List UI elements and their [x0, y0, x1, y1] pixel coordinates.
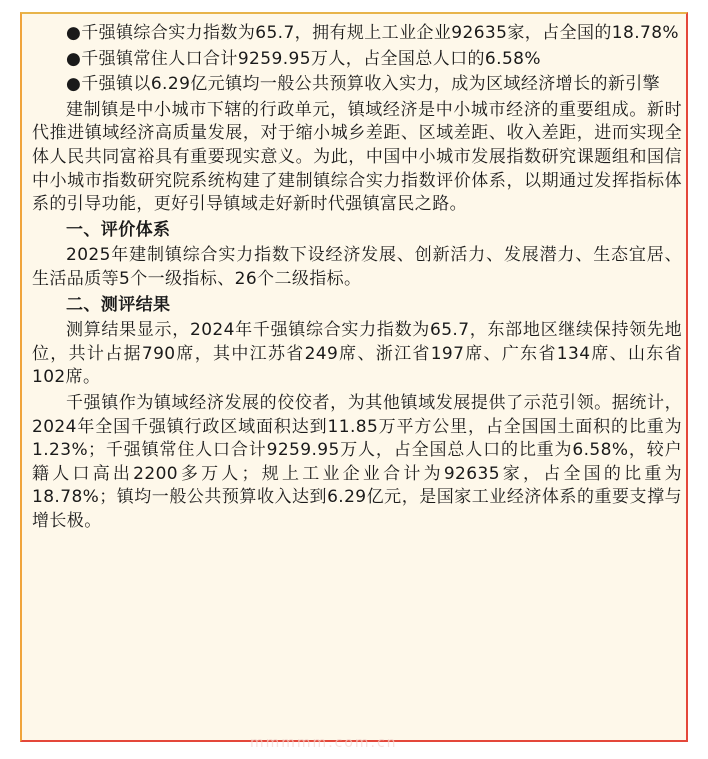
bullet-2: ●千强镇常住人口合计9259.95万人，占全国总人口的6.58%	[66, 48, 541, 69]
watermark: mmmmm.com.cn	[250, 735, 398, 751]
section-2-heading: 二、测评结果	[66, 294, 171, 315]
intro-paragraph: 建制镇是中小城市下辖的行政单元，镇域经济是中小城市经济的重要组成。新时代推进镇域经济高质量发展，对于缩小城乡差距、区域差距、收入差距，进而实现全体人民共同富裕具有重要现实意义。为此，中国中小城市发展指数研究课题组和国信中小城市指数研究院系统构建了建制镇综合实力指数评价体系，以期通过发挥指标体系的引导功能，更好引导镇域走好新时代强镇富民之路。	[32, 99, 682, 215]
section-2-body-1: 测算结果显示，2024年千强镇综合实力指数为65.7，东部地区继续保持领先地位，共计占据790席，其中江苏省249席、浙江省197席、广东省134席、山东省102席。	[32, 320, 682, 388]
bullet-3: ●千强镇以6.29亿元镇均一般公共预算收入实力，成为区域经济增长的新引擎	[66, 74, 661, 95]
article-content	[32, 22, 682, 535]
section-2-body-2: 千强镇作为镇域经济发展的佼佼者，为其他镇域发展提供了示范引领。据统计，2024年全国千强镇行政区域面积达到11.85万平方公里，占全国国土面积的比重为1.23%；千强镇常住人口合计9259.95万人，占全国总人口的比重为6.58%，较户籍人口高出2200多万人；规上工业企业合计为92635家，占全国的比重为18.78%；镇均一般公共预算收入达到6.29亿元，是国家工业经济体系的重要支撑与增长极。	[32, 392, 682, 531]
bullet-1: ●千强镇综合实力指数为65.7，拥有规上工业企业92635家，占全国的18.78%	[66, 23, 679, 43]
section-1-body: 2025年建制镇综合实力指数下设经济发展、创新活力、发展潜力、生态宜居、生活品质等5个一级指标、26个二级指标。	[32, 245, 682, 289]
section-1-heading: 一、评价体系	[66, 219, 171, 240]
